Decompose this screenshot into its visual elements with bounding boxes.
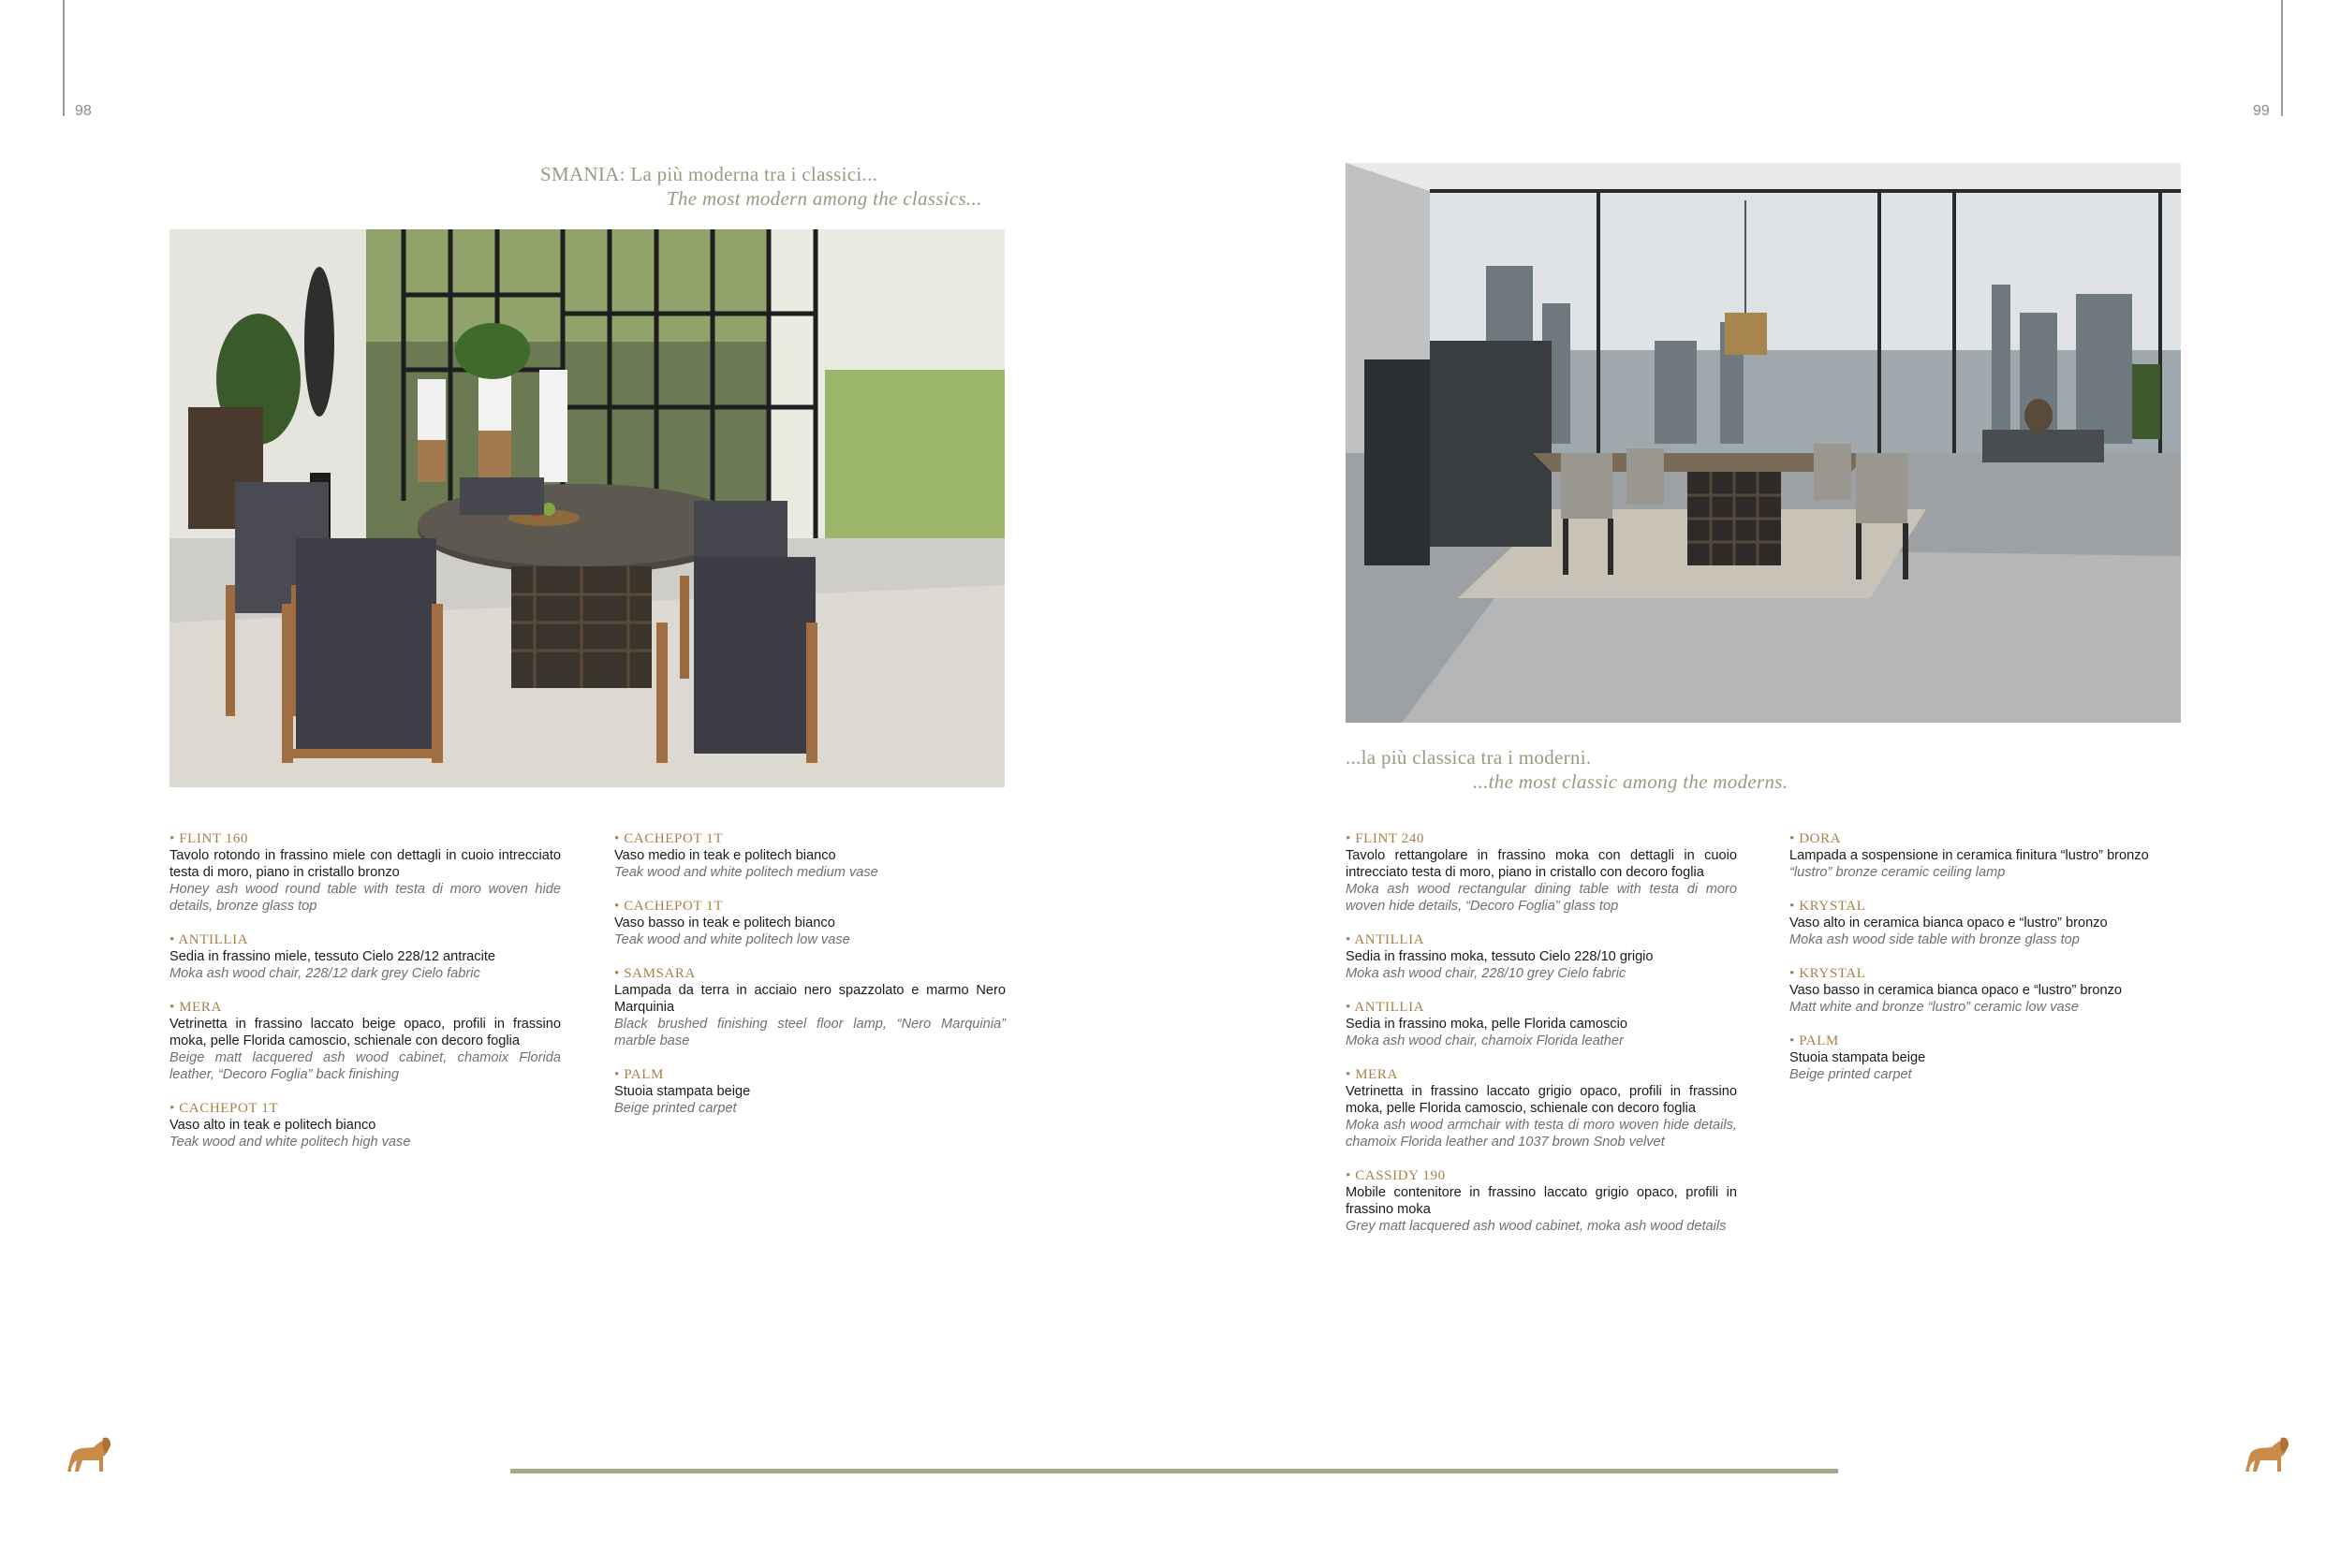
left-page-edge-line bbox=[63, 0, 65, 116]
left-tagline-english: The most modern among the classics... bbox=[667, 187, 982, 210]
product-name: • SAMSARA bbox=[614, 966, 696, 981]
left-product-column-2 bbox=[614, 830, 1006, 1134]
product-description-english: Honey ash wood round table with testa di moro woven hide details, bronze glass top bbox=[169, 882, 561, 914]
product-description-italian: Sedia in frassino moka, pelle Florida camoscio bbox=[1346, 1017, 1627, 1032]
product-description-italian: Lampada a sospensione in ceramica finitura “lustro” bronzo bbox=[1789, 848, 2149, 863]
product-name: • ANTILLIA bbox=[1346, 1000, 1425, 1015]
product-name: • KRYSTAL bbox=[1789, 966, 1866, 981]
product-name: • ANTILLIA bbox=[169, 932, 249, 947]
product-description-italian: Lampada da terra in acciaio nero spazzolato e marmo Nero Marquinia bbox=[614, 983, 1006, 1015]
product-description-italian: Vaso basso in ceramica bianca opaco e “lustro” bronzo bbox=[1789, 983, 2123, 998]
product-item bbox=[1346, 999, 1737, 1049]
product-description-english: Matt white and bronze “lustro” ceramic low vase bbox=[1789, 1000, 2080, 1015]
product-name: • CACHEPOT 1T bbox=[169, 1101, 279, 1116]
product-name: • CASSIDY 190 bbox=[1346, 1168, 1446, 1183]
product-name: • PALM bbox=[614, 1067, 664, 1082]
product-item bbox=[1346, 931, 1737, 982]
product-item bbox=[169, 1100, 561, 1150]
product-name: • CACHEPOT 1T bbox=[614, 831, 724, 846]
product-name: • MERA bbox=[169, 1000, 222, 1015]
lion-logo-icon bbox=[62, 1432, 112, 1475]
product-item bbox=[614, 1066, 1006, 1117]
product-description-english: Beige matt lacquered ash wood cabinet, chamoix Florida leather, “Decoro Foglia” back finishing bbox=[169, 1050, 561, 1082]
bottom-divider-rule bbox=[510, 1469, 1838, 1473]
right-page-number: 99 bbox=[2253, 103, 2270, 119]
product-description-english: Moka ash wood chair, 228/12 dark grey Cielo fabric bbox=[169, 966, 480, 981]
product-description-english: Beige printed carpet bbox=[1789, 1067, 1912, 1082]
product-description-italian: Stuoia stampata beige bbox=[1789, 1050, 1926, 1065]
product-description-english: Moka ash wood side table with bronze glass top bbox=[1789, 932, 2080, 947]
product-description-english: Beige printed carpet bbox=[614, 1101, 737, 1116]
product-name: • MERA bbox=[1346, 1067, 1398, 1082]
right-tagline-english: ...the most classic among the moderns. bbox=[1473, 770, 1788, 793]
product-name: • DORA bbox=[1789, 831, 1842, 846]
product-description-english: Teak wood and white politech low vase bbox=[614, 932, 850, 947]
product-description-italian: Sedia in frassino miele, tessuto Cielo 228/12 antracite bbox=[169, 949, 496, 964]
product-description-english: Black brushed finishing steel floor lamp, “Nero Marquinia” marble base bbox=[614, 1017, 1006, 1048]
product-description-italian: Vetrinetta in frassino laccato grigio opaco, profili in frassino moka, pelle Florida camoscio, schienale con decoro foglia bbox=[1346, 1084, 1737, 1116]
product-item bbox=[1789, 898, 2183, 948]
product-description-english: Moka ash wood rectangular dining table with testa di moro woven hide details, “Decoro Foglia” glass top bbox=[1346, 882, 1737, 914]
product-description-english: Teak wood and white politech medium vase bbox=[614, 865, 878, 880]
product-name: • KRYSTAL bbox=[1789, 899, 1866, 914]
product-description-italian: Vaso alto in teak e politech bianco bbox=[169, 1118, 376, 1133]
product-item bbox=[614, 830, 1006, 881]
product-name: • CACHEPOT 1T bbox=[614, 899, 724, 914]
right-product-column-1 bbox=[1346, 830, 1737, 1252]
product-description-italian: Vaso basso in teak e politech bianco bbox=[614, 916, 835, 931]
product-description-english: Grey matt lacquered ash wood cabinet, moka ash wood details bbox=[1346, 1219, 1727, 1234]
left-tagline-italian: SMANIA: La più moderna tra i classici... bbox=[540, 163, 878, 185]
product-description-english: “lustro” bronze ceramic ceiling lamp bbox=[1789, 865, 2006, 880]
product-description-italian: Vaso alto in ceramica bianca opaco e “lustro” bronzo bbox=[1789, 916, 2108, 931]
product-item bbox=[1789, 830, 2183, 881]
product-name: • ANTILLIA bbox=[1346, 932, 1425, 947]
product-name: • FLINT 240 bbox=[1346, 831, 1425, 846]
product-item bbox=[614, 898, 1006, 948]
product-description-english: Moka ash wood chair, 228/10 grey Cielo fabric bbox=[1346, 966, 1626, 981]
product-item bbox=[1789, 1033, 2183, 1083]
product-item bbox=[169, 830, 561, 915]
product-item bbox=[1789, 965, 2183, 1016]
left-room-photo bbox=[169, 229, 1005, 787]
product-description-italian: Tavolo rettangolare in frassino moka con dettagli in cuoio intrecciato testa di moro, piano in cristallo con decoro foglia bbox=[1346, 848, 1737, 880]
product-description-italian: Vetrinetta in frassino laccato beige opaco, profili in frassino moka, pelle Florida camoscio, schienale con decoro foglia bbox=[169, 1017, 561, 1048]
product-description-italian: Vaso medio in teak e politech bianco bbox=[614, 848, 836, 863]
lion-logo-icon bbox=[2240, 1432, 2290, 1475]
product-item bbox=[169, 999, 561, 1083]
product-name: • PALM bbox=[1789, 1033, 1839, 1048]
right-page-edge-line bbox=[2281, 0, 2283, 116]
product-description-english: Moka ash wood chair, chamoix Florida leather bbox=[1346, 1033, 1624, 1048]
product-description-italian: Sedia in frassino moka, tessuto Cielo 228/10 grigio bbox=[1346, 949, 1654, 964]
right-tagline-italian: ...la più classica tra i moderni. bbox=[1346, 746, 1592, 769]
left-product-column-1 bbox=[169, 830, 561, 1167]
product-item bbox=[1346, 830, 1737, 915]
product-description-italian: Mobile contenitore in frassino laccato grigio opaco, profili in frassino moka bbox=[1346, 1185, 1737, 1217]
right-product-column-2 bbox=[1789, 830, 2183, 1100]
product-item bbox=[169, 931, 561, 982]
right-room-photo bbox=[1346, 163, 2181, 723]
product-description-english: Moka ash wood armchair with testa di moro woven hide details, chamoix Florida leather and 1037 brown Snob velvet bbox=[1346, 1118, 1737, 1150]
product-description-italian: Tavolo rotondo in frassino miele con dettagli in cuoio intrecciato testa di moro, piano in cristallo bronzo bbox=[169, 848, 561, 880]
product-item bbox=[614, 965, 1006, 1049]
product-description-english: Teak wood and white politech high vase bbox=[169, 1135, 411, 1150]
product-name: • FLINT 160 bbox=[169, 831, 249, 846]
product-description-italian: Stuoia stampata beige bbox=[614, 1084, 751, 1099]
product-item bbox=[1346, 1167, 1737, 1235]
product-item bbox=[1346, 1066, 1737, 1150]
left-page-number: 98 bbox=[75, 103, 92, 119]
